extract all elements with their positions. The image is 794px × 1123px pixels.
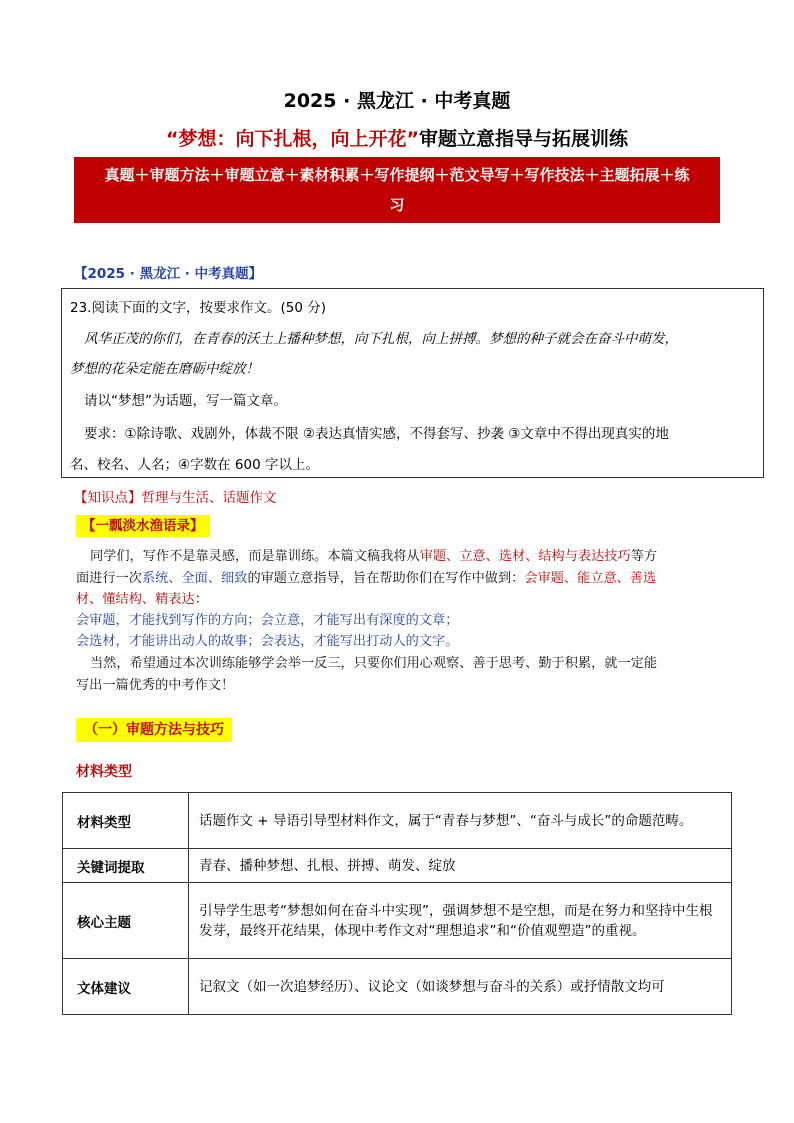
intro-line: 面进行一次系统、全面、细致的审题立意指导，旨在帮助你们在写作中做到：会审题、能立意、善选 xyxy=(76,571,657,586)
subtitle-topic: “梦想：向下扎根，向上开花” xyxy=(166,128,419,150)
intro-line: 会选材，才能讲出动人的故事；会表达，才能写出打动人的文字。 xyxy=(76,634,459,649)
table-value: 记叙文（如一次追梦经历）、议论文（如谈梦想与奋斗的关系）或抒情散文均可 xyxy=(189,959,732,1015)
intro-line: 会审题，才能找到写作的方向；会立意，才能写出有深度的文章； xyxy=(76,613,459,628)
knowledge-point: 【知识点】哲理与生活、话题作文 xyxy=(74,490,277,506)
intro-line: 当然，希望通过本次训练能够学会举一反三，只要你们用心观察、善于思考、勤于积累，就一定能 xyxy=(90,656,658,671)
question-line: 风华正茂的你们，在青春的沃土上播种梦想，向下扎根，向上拼搏。梦想的种子就会在奋斗中萌发， xyxy=(84,331,678,347)
question-line: 请以“梦想”为话题，写一篇文章。 xyxy=(84,393,287,409)
table-value: 话题作文 + 导语引导型材料作文，属于“青春与梦想”、“奋斗与成长”的命题范畴。 xyxy=(189,793,732,849)
table-row xyxy=(63,959,732,1015)
exam-label: 【2025 · 黑龙江 · 中考真题】 xyxy=(74,266,263,282)
page-title: 2025 · 黑龙江 · 中考真题 xyxy=(283,90,511,112)
intro-line: 写出一篇优秀的中考作文！ xyxy=(76,678,235,693)
question-line: 名、校名、人名；④字数在 600 字以上。 xyxy=(70,457,319,473)
section-heading: （一）审题方法与技巧 xyxy=(76,718,232,742)
question-box xyxy=(61,288,764,478)
table-key: 文体建议 xyxy=(63,959,189,1015)
table-value: 引导学生思考“梦想如何在奋斗中实现”，强调梦想不是空想，而是在努力和坚持中生根发芽，最终开花结果，体现中考作文对“理想追求”和“价值观塑造”的重视。 xyxy=(189,883,732,959)
question-line: 要求：①除诗歌、戏剧外，体裁不限 ②表达真情实感，不得套写、抄袭 ③文章中不得出现真实的地 xyxy=(84,426,669,442)
analysis-table xyxy=(62,792,732,1015)
table-key: 关键词提取 xyxy=(63,849,189,883)
banner-line-2: 习 xyxy=(389,196,405,214)
table-row xyxy=(63,793,732,849)
subtitle-suffix: 审题立意指导与拓展训练 xyxy=(418,128,628,150)
banner-line-1: 真题＋审题方法＋审题立意＋素材积累＋写作提纲＋范文导写＋写作技法＋主题拓展＋练 xyxy=(104,166,690,184)
intro-line: 材、懂结构、精表达： xyxy=(76,592,208,607)
quote-heading: 【一瓢淡水渔语录】 xyxy=(76,515,210,537)
table-value: 青春、播种梦想、扎根、拼搏、萌发、绽放 xyxy=(189,849,732,883)
intro-line: 同学们，写作不是靠灵感，而是靠训练。本篇文稿我将从审题、立意、选材、结构与表达技巧等方 xyxy=(90,549,658,564)
page-subtitle xyxy=(0,124,794,151)
table-row xyxy=(63,849,732,883)
table-key: 核心主题 xyxy=(63,883,189,959)
material-type-title: 材料类型 xyxy=(76,764,132,780)
question-line: 梦想的花朵定能在磨砺中绽放！ xyxy=(70,361,259,377)
question-line: 23.阅读下面的文字，按要求作文。(50 分) xyxy=(70,300,326,316)
table-row xyxy=(63,883,732,959)
contents-banner xyxy=(74,157,720,223)
table-key: 材料类型 xyxy=(63,793,189,849)
